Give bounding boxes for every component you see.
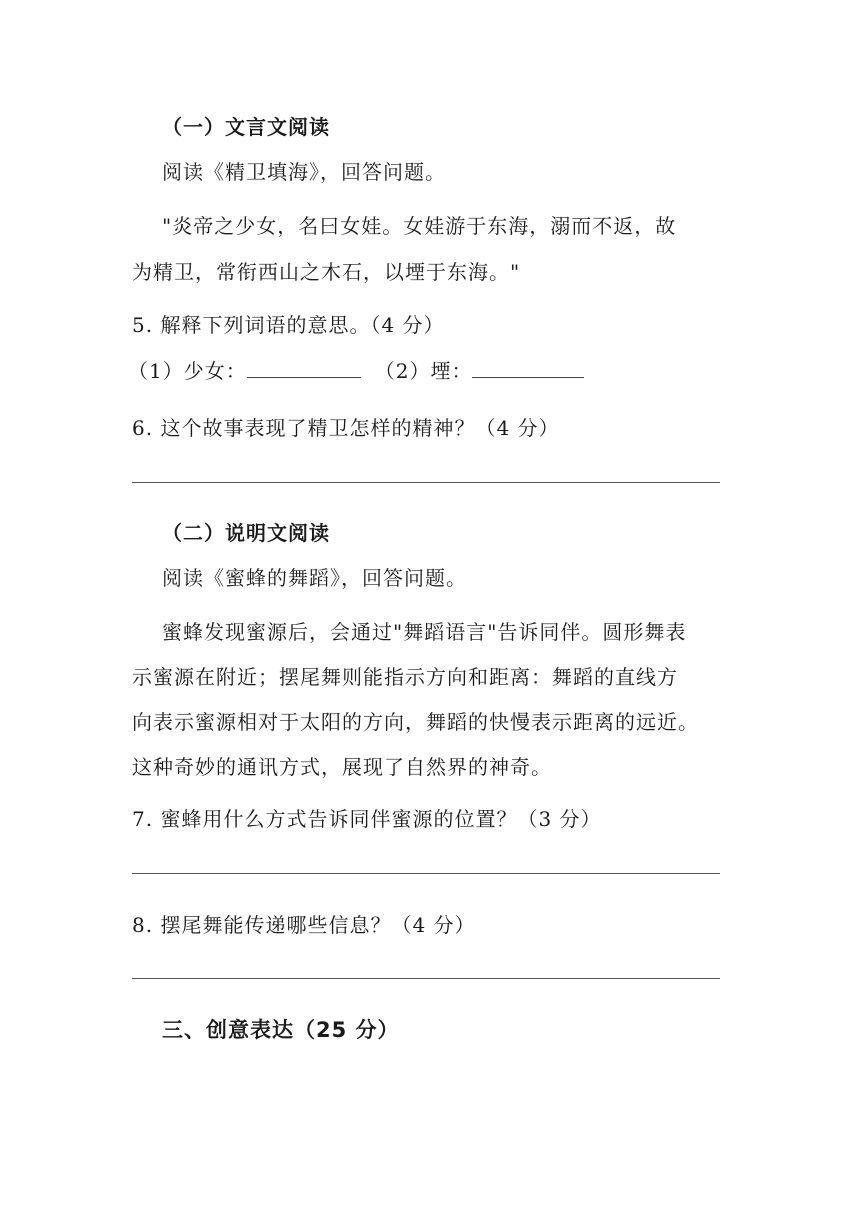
- question-5-item-2-label: （2）堙：: [374, 359, 473, 383]
- section-heading-expository: （二）说明文阅读: [162, 521, 330, 545]
- question-5: 5. 解释下列词语的意思。（4 分）: [132, 313, 445, 337]
- answer-line-q6[interactable]: [132, 482, 720, 483]
- question-5-items: [128, 355, 584, 385]
- answer-line-q8[interactable]: [132, 978, 720, 979]
- answer-line-q7[interactable]: [132, 873, 720, 874]
- answer-blank-2[interactable]: [472, 355, 584, 378]
- answer-blank-1[interactable]: [247, 355, 361, 378]
- passage-line-1: 蜜蜂发现蜜源后，会通过"舞蹈语言"告诉同伴。圆形舞表: [162, 620, 687, 644]
- question-7: 7. 蜜蜂用什么方式告诉同伴蜜源的位置？（3 分）: [132, 807, 602, 831]
- reading-instruction-classical: 阅读《精卫填海》，回答问题。: [162, 160, 446, 184]
- question-5-item-1-label: （1）少女：: [128, 359, 247, 383]
- question-6: 6. 这个故事表现了精卫怎样的精神？（4 分）: [132, 416, 560, 440]
- passage-line-4: 这种奇妙的通讯方式，展现了自然界的神奇。: [132, 755, 552, 779]
- section-heading-classical: （一）文言文阅读: [162, 115, 330, 139]
- passage-line-1: "炎帝之少女，名曰女娃。女娃游于东海，溺而不返，故: [162, 214, 677, 238]
- passage-line-2: 示蜜源在附近；摆尾舞则能指示方向和距离：舞蹈的直线方: [132, 665, 678, 689]
- question-8: 8. 摆尾舞能传递哪些信息？（4 分）: [132, 913, 476, 937]
- passage-line-2: 为精卫，常衔西山之木石，以堙于东海。": [132, 260, 521, 284]
- section-heading-creative: 三、创意表达（25 分）: [162, 1018, 400, 1042]
- reading-instruction-expository: 阅读《蜜蜂的舞蹈》，回答问题。: [162, 566, 467, 590]
- passage-line-3: 向表示蜜源相对于太阳的方向，舞蹈的快慢表示距离的远近。: [132, 710, 699, 734]
